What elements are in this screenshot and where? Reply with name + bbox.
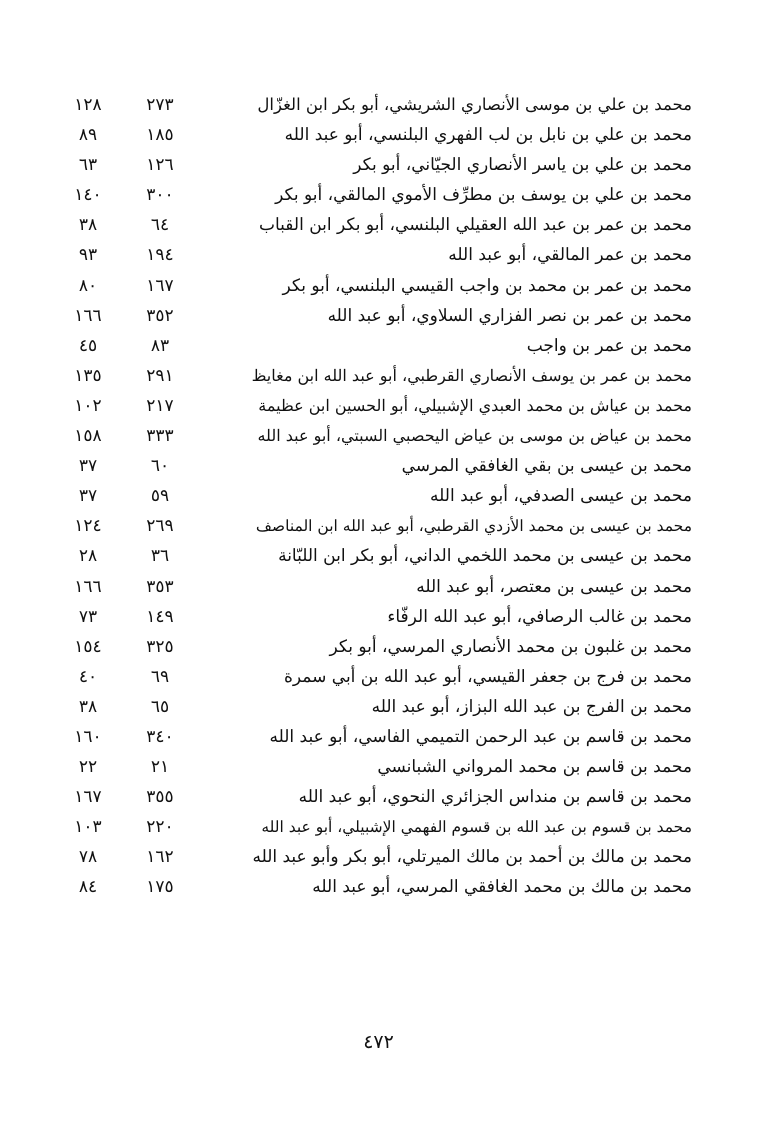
- entry-reference-secondary: ٤٠: [78, 666, 98, 687]
- entry-reference-secondary: ٣٨: [78, 215, 98, 236]
- entry-reference-primary: ٣٢٥: [146, 636, 174, 657]
- index-entries-list: [60, 90, 692, 903]
- entry-name: محمد بن قاسم بن عبد الرحمن التميمي الفاسي، أبو عبد الله: [269, 726, 692, 747]
- entry-name: محمد بن عيسى الصدفي، أبو عبد الله: [430, 486, 692, 507]
- entry-reference-secondary: ٨٩: [78, 125, 98, 146]
- entry-name: محمد بن مالك بن أحمد بن مالك الميرتلي، أبو بكر وأبو عبد الله: [252, 847, 692, 868]
- entry-reference-primary: ٣٠٠: [146, 185, 174, 206]
- entry-reference-primary: ١٢٦: [146, 155, 174, 176]
- entry-name: محمد بن علي بن ياسر الأنصاري الجيّاني، أبو بكر: [353, 155, 692, 176]
- index-entry: [60, 662, 692, 692]
- index-entry: [60, 782, 692, 812]
- index-entry: [60, 842, 692, 872]
- entry-reference-secondary: ٣٧: [78, 486, 98, 507]
- entry-reference-secondary: ١٦٧: [74, 787, 102, 808]
- entry-reference-primary: ١٩٤: [146, 245, 174, 266]
- index-entry: [60, 632, 692, 662]
- entry-name: محمد بن مالك بن محمد الغافقي المرسي، أبو عبد الله: [312, 877, 692, 898]
- entry-reference-secondary: ١٢٤: [74, 516, 102, 537]
- entry-reference-primary: ٨٣: [150, 335, 170, 356]
- entry-name: محمد بن عياش بن محمد العبدي الإشبيلي، أبو الحسين ابن عظيمة: [258, 395, 692, 415]
- entry-reference-secondary: ٣٧: [78, 456, 98, 477]
- entry-reference-secondary: ٧٨: [78, 847, 98, 868]
- index-entry: [60, 812, 692, 842]
- entry-reference-secondary: ١٣٥: [74, 365, 102, 386]
- entry-reference-primary: ١٧٥: [146, 877, 174, 898]
- entry-reference-primary: ١٦٢: [146, 847, 174, 868]
- entry-reference-primary: ٣٥٣: [146, 576, 174, 597]
- entry-name: محمد بن قاسم بن منداس الجزائري النحوي، أبو عبد الله: [298, 787, 692, 808]
- entry-name: محمد بن عيسى بن محمد اللخمي الداني، أبو بكر ابن اللبّانة: [278, 546, 692, 567]
- entry-reference-secondary: ٤٥: [78, 335, 98, 356]
- entry-name: محمد بن قاسم بن محمد المرواني الشبانسي: [377, 757, 692, 778]
- entry-name: محمد بن عمر بن واجب: [526, 335, 692, 356]
- page-number: ٤٧٢: [363, 1031, 394, 1053]
- entry-reference-secondary: ١٦٦: [74, 576, 102, 597]
- entry-reference-primary: ١٨٥: [146, 125, 174, 146]
- entry-reference-secondary: ١٥٨: [74, 426, 102, 447]
- entry-name: محمد بن علي بن موسى الأنصاري الشريشي، أبو بكر ابن الغزّال: [257, 95, 692, 114]
- index-entry: [60, 361, 692, 391]
- entry-name: محمد بن عمر بن عبد الله العقيلي البلنسي، أبو بكر ابن القباب: [258, 215, 692, 236]
- index-entry: [60, 451, 692, 481]
- entry-reference-primary: ٣٥٢: [146, 305, 174, 326]
- entry-name: محمد بن قسوم بن عبد الله بن قسوم الفهمي الإشبيلي، أبو عبد الله: [261, 818, 692, 837]
- entry-reference-primary: ٣٤٠: [146, 726, 174, 747]
- entry-reference-secondary: ١٦٠: [74, 726, 102, 747]
- entry-reference-primary: ٦٤: [150, 215, 170, 236]
- index-entry: [60, 511, 692, 541]
- entry-name: محمد بن غلبون بن محمد الأنصاري المرسي، أبو بكر: [329, 636, 692, 657]
- index-entry: [60, 150, 692, 180]
- entry-reference-secondary: ٦٣: [78, 155, 98, 176]
- index-entry: [60, 210, 692, 240]
- index-entry: [60, 120, 692, 150]
- entry-reference-primary: ٢٩١: [146, 365, 174, 386]
- entry-reference-secondary: ٣٨: [78, 696, 98, 717]
- index-entry: [60, 331, 692, 361]
- entry-reference-primary: ٣٣٣: [146, 426, 174, 447]
- entry-reference-primary: ٣٥٥: [146, 787, 174, 808]
- entry-name: محمد بن عمر بن محمد بن واجب القيسي البلنسي، أبو بكر: [282, 275, 692, 296]
- entry-name: محمد بن عمر المالقي، أبو عبد الله: [448, 245, 692, 266]
- entry-reference-primary: ٢٧٣: [146, 95, 174, 115]
- entry-name: محمد بن عيسى بن محمد الأزدي القرطبي، أبو عبد الله ابن المناصف: [255, 517, 692, 536]
- entry-reference-secondary: ٨٤: [78, 877, 98, 898]
- entry-name: محمد بن علي بن نابل بن لب الفهري البلنسي، أبو عبد الله: [284, 125, 692, 146]
- entry-reference-secondary: ١٠٢: [74, 395, 102, 416]
- entry-reference-secondary: ١٤٠: [74, 185, 102, 206]
- entry-name: محمد بن عياض بن موسى بن عياض اليحصبي السبتي، أبو عبد الله: [257, 426, 692, 446]
- entry-reference-secondary: ١٠٣: [74, 817, 102, 838]
- entry-reference-secondary: ٨٠: [78, 275, 98, 296]
- entry-reference-primary: ٣٦: [150, 546, 170, 567]
- entry-reference-primary: ٢١٧: [146, 395, 174, 416]
- index-entry: [60, 240, 692, 270]
- entry-name: محمد بن غالب الرصافي، أبو عبد الله الرفّاء: [387, 606, 692, 627]
- entry-reference-secondary: ١٥٤: [74, 636, 102, 657]
- index-entry: [60, 752, 692, 782]
- entry-reference-secondary: ١٢٨: [74, 95, 102, 115]
- index-entry: [60, 180, 692, 210]
- entry-reference-primary: ٦٠: [150, 456, 170, 477]
- index-entry: [60, 872, 692, 902]
- entry-reference-primary: ٦٩: [150, 666, 170, 687]
- entry-reference-secondary: ٩٣: [78, 245, 98, 266]
- index-entry: [60, 421, 692, 451]
- entry-reference-primary: ١٤٩: [146, 606, 174, 627]
- index-entry: [60, 541, 692, 571]
- entry-name: محمد بن عمر بن نصر الفزاري السلاوي، أبو عبد الله: [327, 305, 692, 326]
- entry-reference-primary: ٢٢٠: [146, 817, 174, 838]
- entry-name: محمد بن الفرج بن عبد الله البزاز، أبو عبد الله: [371, 696, 692, 717]
- entry-reference-primary: ٦٥: [150, 696, 170, 717]
- index-entry: [60, 602, 692, 632]
- index-entry: [60, 722, 692, 752]
- entry-reference-secondary: ٢٢: [78, 757, 98, 778]
- entry-name: محمد بن علي بن يوسف بن مطرِّف الأموي المالقي، أبو بكر: [275, 185, 692, 206]
- entry-reference-primary: ٢٦٩: [146, 516, 174, 537]
- index-entry: [60, 481, 692, 511]
- entry-name: محمد بن عمر بن يوسف الأنصاري القرطبي، أبو عبد الله ابن مغايظ: [251, 365, 692, 385]
- entry-reference-primary: ٢١: [150, 757, 170, 778]
- index-entry: [60, 301, 692, 331]
- entry-name: محمد بن عيسى بن بقي الغافقي المرسي: [401, 456, 692, 477]
- entry-reference-primary: ١٦٧: [146, 275, 174, 296]
- index-entry: [60, 271, 692, 301]
- entry-reference-secondary: ٧٣: [78, 606, 98, 627]
- entry-reference-secondary: ١٦٦: [74, 305, 102, 326]
- entry-reference-secondary: ٢٨: [78, 546, 98, 567]
- entry-reference-primary: ٥٩: [150, 486, 170, 507]
- index-entry: [60, 572, 692, 602]
- index-entry: [60, 391, 692, 421]
- entry-name: محمد بن فرج بن جعفر القيسي، أبو عبد الله بن أبي سمرة: [284, 666, 692, 687]
- index-entry: [60, 692, 692, 722]
- entry-name: محمد بن عيسى بن معتصر، أبو عبد الله: [416, 576, 692, 597]
- index-entry: [60, 90, 692, 120]
